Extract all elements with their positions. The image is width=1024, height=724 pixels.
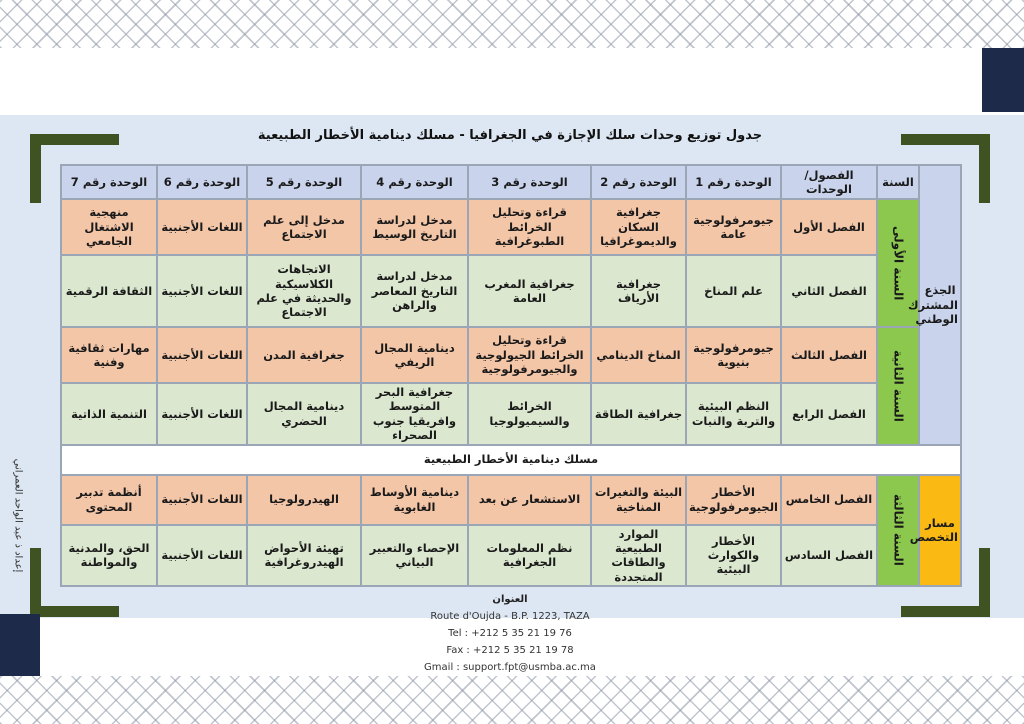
- footer-heading: العنوان: [492, 594, 528, 605]
- table-row-semester-4: [61, 383, 961, 445]
- table-cell: المناخ الدينامي: [591, 327, 686, 383]
- table-header-row: [61, 165, 961, 199]
- table-cell: دينامية الأوساط الغابوية: [361, 475, 468, 525]
- table-cell: جغرافية المغرب العامة: [468, 255, 591, 327]
- table-cell: البيئة والتغيرات المناخية: [591, 475, 686, 525]
- table-cell: جيومرفولوجية بنيوية: [686, 327, 781, 383]
- table-cell: منهجية الاشتغال الجامعي: [61, 199, 157, 255]
- table-cell: الاتجاهات الكلاسيكية والحديثة في علم الاجتماع: [247, 255, 361, 327]
- navy-square-top-right: [982, 48, 1024, 112]
- header-unit-7: الوحدة رقم 7: [61, 165, 157, 199]
- table-row-semester-2: [61, 255, 961, 327]
- table-cell: الأخطار والكوارث البيئية: [686, 525, 781, 587]
- table-cell: دينامية المجال الريفي: [361, 327, 468, 383]
- year-second-label: السنة الثانية: [877, 327, 919, 445]
- table-cell: التنمية الذاتية: [61, 383, 157, 445]
- table-cell: اللغات الأجنبية: [157, 475, 247, 525]
- semester-label: الفصل الثالث: [781, 327, 877, 383]
- table-cell: الاستشعار عن بعد: [468, 475, 591, 525]
- page-title: جدول توزيع وحدات سلك الإجازة في الجغرافيا - مسلك دينامية الأخطار الطبيعية: [257, 128, 763, 143]
- header-semesters-units: الفصول/الوحدات: [781, 165, 877, 199]
- header-unit-5: الوحدة رقم 5: [247, 165, 361, 199]
- bottom-decorative-band: [0, 676, 1024, 724]
- table-row-semester-1: [61, 199, 961, 255]
- table-cell: الثقافة الرقمية: [61, 255, 157, 327]
- table-cell: النظم البيئية والتربة والنبات: [686, 383, 781, 445]
- table-row-semester-5: [61, 475, 961, 525]
- table-cell: الموارد الطبيعية والطاقات المتجددة: [591, 525, 686, 587]
- header-unit-2: الوحدة رقم 2: [591, 165, 686, 199]
- table-cell: مهارات ثقافية وفنية: [61, 327, 157, 383]
- footer-fax: Fax : +212 5 35 21 19 78: [446, 645, 574, 656]
- table-cell: جغرافية السكان والديموغرافيا: [591, 199, 686, 255]
- year-third-label: السنة الثالثة: [877, 475, 919, 587]
- table-cell: علم المناخ: [686, 255, 781, 327]
- semester-label: الفصل الرابع: [781, 383, 877, 445]
- semester-label: الفصل الخامس: [781, 475, 877, 525]
- table-cell: الحق، والمدنية والمواطنة: [61, 525, 157, 587]
- table-cell: جغرافية الأرياف: [591, 255, 686, 327]
- header-unit-6: الوحدة رقم 6: [157, 165, 247, 199]
- table-cell: الخرائط والسيميولوجيا: [468, 383, 591, 445]
- header-unit-4: الوحدة رقم 4: [361, 165, 468, 199]
- table-cell: جيومرفولوجية عامة: [686, 199, 781, 255]
- header-year: السنة: [877, 165, 919, 199]
- table-cell: دينامية المجال الحضري: [247, 383, 361, 445]
- section-title: مسلك دينامية الأخطار الطبيعية: [61, 445, 961, 475]
- table-cell: جغرافية الطاقة: [591, 383, 686, 445]
- footer-gmail[interactable]: Gmail : support.fpt@usmba.ac.ma: [424, 662, 596, 673]
- footer-address: Route d'Oujda - B.P. 1223, TAZA: [430, 611, 590, 622]
- author-side-note: إعداد ذ عبد الواحد العمراني: [12, 458, 24, 573]
- header-unit-1: الوحدة رقم 1: [686, 165, 781, 199]
- table-cell: اللغات الأجنبية: [157, 255, 247, 327]
- table-cell: جغرافية المدن: [247, 327, 361, 383]
- table-cell: مدخل لدراسة التاريخ الوسيط: [361, 199, 468, 255]
- semester-label: الفصل السادس: [781, 525, 877, 587]
- table-cell: اللغات الأجنبية: [157, 525, 247, 587]
- table-row-semester-6: [61, 525, 961, 587]
- footer-tel: Tel : +212 5 35 21 19 76: [448, 628, 572, 639]
- semester-label: الفصل الثاني: [781, 255, 877, 327]
- section-title-row: [61, 445, 961, 475]
- table-cell: مدخل لدراسة التاريخ المعاصر والراهن: [361, 255, 468, 327]
- table-cell: نظم المعلومات الجغرافية: [468, 525, 591, 587]
- table-cell: تهيئة الأحواض الهيدروغرافية: [247, 525, 361, 587]
- common-core-label: الجذع المشترك الوطني: [919, 165, 961, 445]
- specialization-label: مسار التخصص: [919, 475, 961, 587]
- table-cell: أنظمة تدبير المحتوى: [61, 475, 157, 525]
- table-row-semester-3: [61, 327, 961, 383]
- top-decorative-band: [0, 0, 1024, 48]
- year-first-label: السنة الأولى: [877, 199, 919, 327]
- units-table: [60, 164, 962, 587]
- table-cell: الإحصاء والتعبير البياني: [361, 525, 468, 587]
- table-cell: اللغات الأجنبية: [157, 383, 247, 445]
- table-cell: مدخل إلى علم الاجتماع: [247, 199, 361, 255]
- navy-square-bottom-left: [0, 614, 40, 676]
- header-unit-3: الوحدة رقم 3: [468, 165, 591, 199]
- table-cell: اللغات الأجنبية: [157, 199, 247, 255]
- table-cell: قراءة وتحليل الخرائط الجيولوجية والجيومرفولوجية: [468, 327, 591, 383]
- table-cell: الهيدرولوجيا: [247, 475, 361, 525]
- table-cell: جغرافية البحر المتوسط وافريقيا جنوب الصحراء: [361, 383, 468, 445]
- table-cell: قراءة وتحليل الخرائط الطبوغرافية: [468, 199, 591, 255]
- table-cell: اللغات الأجنبية: [157, 327, 247, 383]
- contact-footer: [360, 591, 660, 676]
- table-cell: الأخطار الجيومرفولوجية: [686, 475, 781, 525]
- semester-label: الفصل الأول: [781, 199, 877, 255]
